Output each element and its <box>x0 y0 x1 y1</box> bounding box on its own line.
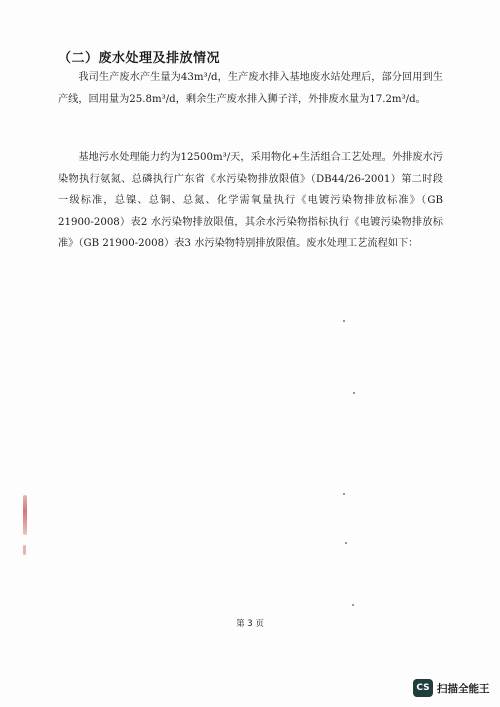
paragraph-treatment-standards: 基地污水处理能力约为12500m³/天，采用物化+生活组合工艺处理。外排废水污染物执行氨氮、总磷执行广东省《水污染物排放限值》（DB44/26-2001）第二时段一级标准，总镍、总铜、总氮、化学需氧量执行《电镀污染物排放标准》（GB 21900-2008）表2 水污染物排放限值，其余水污染物指标执行《电镀污染物排放标准》（GB 21900-2008）表3 水污染物特别排放限值。废水处理工艺流程如下： <box>58 152 443 249</box>
scan-speck <box>343 493 345 495</box>
scan-speck <box>353 392 355 394</box>
seal-stamp-edge <box>23 545 26 555</box>
section-heading: （二）废水处理及排放情况 <box>58 51 221 66</box>
scan-speck <box>345 542 347 544</box>
scan-speck <box>352 604 354 606</box>
page-number: 第 3 页 <box>236 619 264 629</box>
scanner-watermark <box>413 679 490 697</box>
scan-speck <box>343 320 345 322</box>
paragraph-wastewater-volume: 我司生产废水产生量为43m³/d，生产废水排入基地废水站处理后，部分回用到生产线，回用量为25.8m³/d，剩余生产废水排入狮子洋，外排废水量为17.2m³/d。 <box>58 72 443 105</box>
seal-stamp-edge <box>23 495 27 535</box>
camscanner-logo-icon: CS <box>413 679 433 697</box>
scanner-app-name: 扫描全能王 <box>437 682 490 695</box>
